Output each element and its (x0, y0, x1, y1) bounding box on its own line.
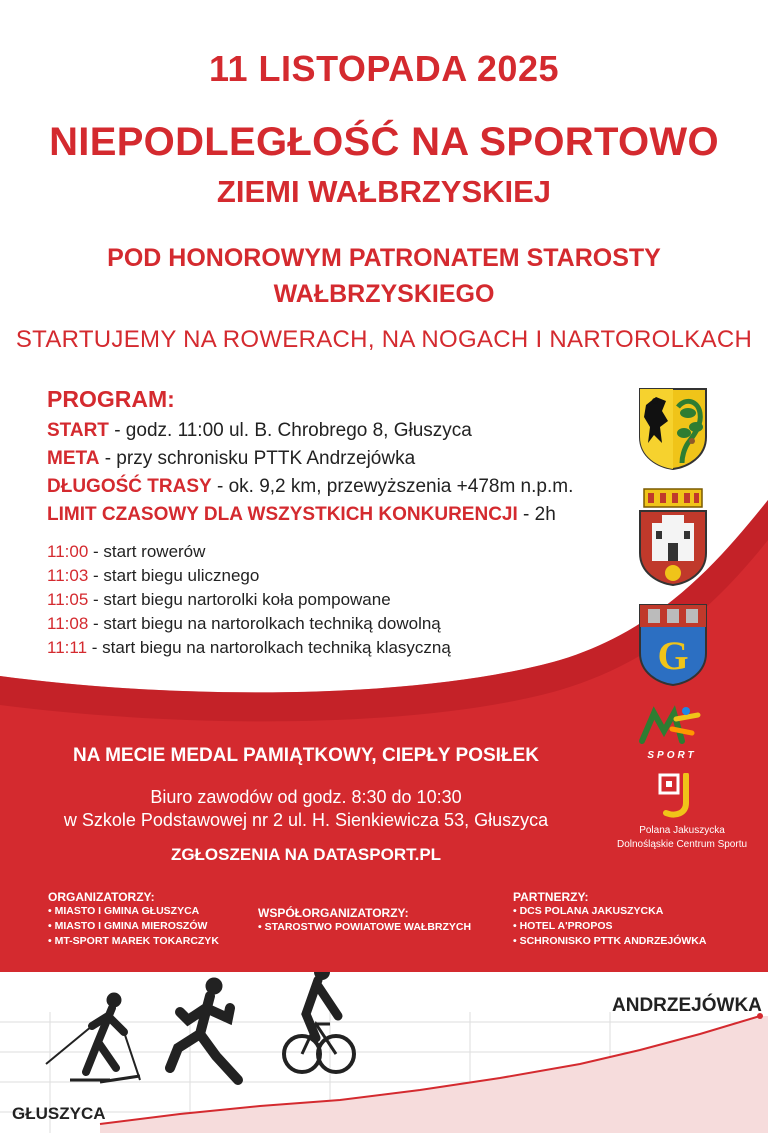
program-item-text: - 2h (517, 504, 556, 525)
partner-item: • SCHRONISKO PTTK ANDRZEJÓWKA (513, 935, 707, 947)
schedule-item (47, 564, 627, 588)
program-heading: PROGRAM: (47, 386, 175, 412)
schedule-list (47, 540, 627, 660)
organizer-item: • MT-SPORT MAREK TOKARCZYK (48, 935, 219, 947)
event-date: 11 LISTOPADA 2025 (209, 48, 559, 89)
program-item-label: LIMIT CZASOWY DLA WSZYSTKICH KONKURENCJI (47, 504, 518, 525)
crest-letter: G (657, 633, 689, 678)
partner-item: • HOTEL A'PROPOS (513, 920, 613, 932)
county-crest-icon (638, 387, 708, 471)
schedule-item (47, 612, 627, 636)
organizer-item: • MIASTO I GMINA MIEROSZÓW (48, 920, 208, 932)
program-section (47, 386, 627, 529)
coorganizers-list (258, 906, 471, 935)
event-title: NIEPODLEGŁOŚĆ NA SPORTOWO (49, 120, 719, 164)
coorganizers-heading: WSPÓŁORGANIZATORZY: (258, 906, 409, 920)
schedule-text: - start biegu na nartorolkach techniką dowolną (88, 614, 441, 633)
mt-sport-wordmark: SPORT (647, 750, 697, 761)
program-item (47, 473, 627, 501)
program-item-text: - godz. 11:00 ul. B. Chrobrego 8, Głuszyca (108, 420, 472, 441)
schedule-item (47, 636, 627, 660)
program-item (47, 501, 627, 529)
polana-jakuszycka-logo (612, 773, 752, 852)
polana-jakuszycka-mark-icon (656, 773, 708, 819)
mt-sport-figure-icon (632, 705, 712, 745)
schedule-item (47, 540, 627, 564)
mt-sport-logo (632, 705, 712, 761)
tagline: STARTUJEMY NA ROWERACH, NA NOGACH I NARTOROLKACH (15, 326, 753, 353)
schedule-time: 11:11 (47, 638, 88, 657)
mieroszow-crest-icon (638, 487, 708, 587)
schedule-time: 11:03 (47, 566, 89, 585)
program-item (47, 417, 627, 445)
race-office-hours: Biuro zawodów od godz. 8:30 do 10:30 (150, 787, 462, 807)
organizers-heading: ORGANIZATORZY: (48, 890, 155, 904)
program-item-label: START (47, 420, 109, 441)
program-item (47, 445, 627, 473)
polana-subtitle: Dolnośląskie Centrum Sportu (616, 839, 748, 850)
partners-list (513, 890, 706, 949)
finish-location-label: ANDRZEJÓWKA (612, 995, 762, 1016)
registration-link[interactable]: ZGŁOSZENIA NA DATASPORT.PL (170, 845, 442, 864)
patronage-line1: POD HONOROWYM PATRONATEM STAROSTY (107, 244, 661, 272)
polana-name: Polana Jakuszycka (639, 825, 725, 836)
organizers-list (48, 890, 219, 949)
event-title-line2: ZIEMI WAŁBRZYSKIEJ (216, 174, 552, 209)
program-item-label: META (47, 448, 100, 469)
schedule-text: - start biegu nartorolki koła pompowane (88, 590, 391, 609)
schedule-text: - start rowerów (88, 542, 206, 561)
schedule-time: 11:05 (47, 590, 89, 609)
gluszyca-crest-icon (638, 603, 708, 687)
partner-item: • DCS POLANA JAKUSZYCKA (513, 905, 664, 917)
organizer-item: • MIASTO I GMINA GŁUSZYCA (48, 905, 200, 917)
schedule-item (47, 588, 627, 612)
schedule-text: - start biegu ulicznego (88, 566, 260, 585)
race-office-location: w Szkole Podstawowej nr 2 ul. H. Sienkiewicza 53, Głuszyca (63, 810, 549, 830)
schedule-time: 11:00 (47, 542, 89, 561)
coorganizer-item: • STAROSTWO POWIATOWE WAŁBRZYCH (258, 921, 472, 933)
partners-heading: PARTNERZY: (513, 890, 589, 904)
schedule-text: - start biegu na nartorolkach techniką klasyczną (87, 638, 451, 657)
start-location-label: GŁUSZYCA (12, 1104, 106, 1123)
patronage-text (0, 240, 768, 312)
patronage-line2: WAŁBRZYSKIEGO (273, 280, 495, 308)
schedule-time: 11:08 (47, 614, 89, 633)
program-item-text: - ok. 9,2 km, przewyższenia +478m n.p.m. (211, 476, 574, 497)
program-item-text: - przy schronisku PTTK Andrzejówka (99, 448, 416, 469)
program-item-label: DŁUGOŚĆ TRASY (47, 476, 212, 497)
finish-medal-info: NA MECIE MEDAL PAMIĄTKOWY, CIEPŁY POSIŁEK (73, 745, 539, 766)
